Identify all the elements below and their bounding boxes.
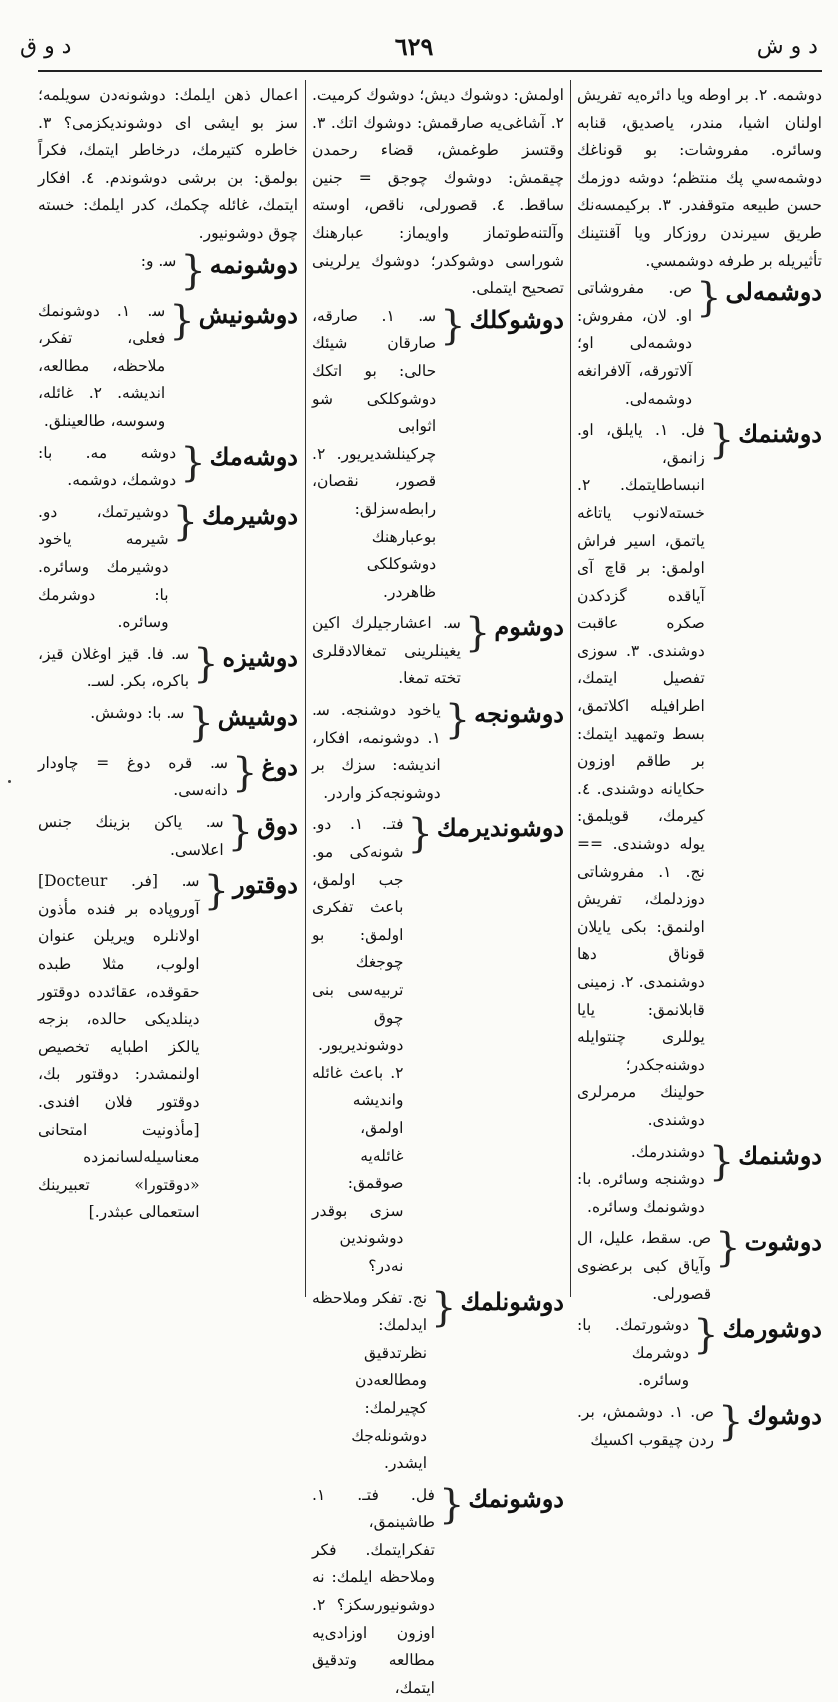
brace-mark: { — [169, 297, 195, 344]
entry-headword: دوشورمك — [722, 1314, 822, 1344]
brace-mark: { — [715, 1225, 741, 1272]
entry-definition: دوشورتمك. ﺑﺎ: دوشرمك وسائره. — [577, 1316, 690, 1390]
dictionary-entry — [38, 809, 298, 864]
brace-mark: { — [717, 1398, 744, 1445]
entry-headword: دوشوك — [747, 1400, 822, 1430]
brace-mark: { — [464, 610, 491, 657]
entry-definition: ص. ١. دوشمش، بر. ردن چيقوب اكسيك — [577, 1402, 714, 1449]
brace-mark: { — [696, 275, 722, 322]
entry-headword: دوشوكلك — [469, 304, 564, 334]
brace-mark: { — [188, 699, 214, 746]
margin-dot — [8, 780, 11, 783]
brace-mark: { — [438, 1481, 465, 1528]
dictionary-entry — [577, 1399, 822, 1454]
continuation-text: اعمال ذهن ايلمك: دوشونه‌دن سويلمه؛ سز بو ايشى اى دوشونديكزمى؟ ٣. خاطره كتيرمك، درخاطر ايتمك، فكراً بولمق: بن برشى دوشوندم. ٤. افكار ايتمك، غائله چكمك، كدر ايلمك: خسته چوق دوشونيور. — [38, 86, 298, 242]
entry-headword: دوقتور — [233, 870, 298, 900]
page-number: ٦٢٩ — [394, 31, 434, 61]
entry-definition: ص. مفروشاتى او. لان، مفروش: دوشمه‌لى او؛ آلاتورقه، آلافرانغه دوشمه‌لى. — [577, 279, 693, 408]
entry-headword: دوشنمك — [738, 419, 822, 449]
dictionary-entry — [577, 417, 822, 1134]
entry-headword: دوشونجه — [474, 699, 564, 729]
entry-definition: ﺳ. ياكن بزينك جنس اعلاسى. — [38, 813, 224, 859]
continuation-text: اولمش: دوشوك ديش؛ دوشوك كرميت. ٢. آشاغى‌يه صارقمش: دوشوك اتك. ٣. وقتسز طوغمش، قضاء رحمدن چيقمش: دوشوك چوجق = جنين ساقط. ٤. قصورلى، ناقص، اوسته وآلتنه‌طوتماز واويماز: عبارهنك شوراسى دوشوكدر؛ دوشوك يرلرينى تصحيح ايتملى. — [312, 86, 565, 298]
entry-definition: دوشيرتمك، دو. شيرمه ياخود دوشيرمك وسائره. ﺑﺎ: دوشرمك وسائره. — [38, 502, 169, 632]
entry-headword: دوشنمك — [738, 1140, 822, 1170]
column-right — [577, 82, 822, 1449]
dictionary-entry — [312, 610, 564, 693]
entry-definition: ﺳ. فا. قيز اوغلان قيز، باكره، بكر. لسـ. — [38, 644, 190, 691]
dictionary-entry — [312, 1285, 564, 1478]
column-left — [38, 82, 298, 1297]
brace-mark: { — [708, 417, 735, 464]
brace-mark: { — [407, 811, 433, 858]
dictionary-entry — [312, 811, 564, 1280]
entry-definition: ﺳ. و: — [140, 251, 177, 270]
entry-definition: ﺳ. قره دوغ = چاودار دانه‌سى. — [38, 753, 228, 800]
entry-definition: ص. سقط، عليل، ال وآياق كبى برعضوى قصورلى. — [577, 1229, 712, 1303]
brace-mark: { — [708, 1138, 735, 1185]
brace-mark: { — [431, 1284, 457, 1331]
entry-headword: دوشونيش — [198, 299, 298, 329]
entry-headword: دوق — [257, 811, 298, 841]
dictionary-entry — [38, 499, 298, 637]
brace-mark: { — [172, 498, 199, 545]
column-middle — [312, 82, 565, 1697]
brace-mark: { — [193, 640, 219, 687]
entry-headword: دوشونلمك — [460, 1286, 564, 1316]
continuation-text: دوشمه. ٢. بر اوطه ويا دائره‌يه تفريش اولنان اشيا، مندر، ياصديق، قنابه وسائره. مفروشات: بو قوناغك دوشمه‌سي پك منتظم؛ دوشه دوزمك حسن طبيعه متوقفدر. ٣. بركيمسه‌نك طريق سيرندن روزكار ويا آقنتينك تأثيريله بر طرفه دوشمسي. — [577, 86, 822, 270]
entry-definition: نج. تفكر وملاحظه ايدلمك: نظرتدقيق ومطالعه‌دن كچيرلمك: دوشونله‌جك ايشدر. — [312, 1288, 428, 1473]
dictionary-entry — [577, 1139, 822, 1222]
entry-headword: دوشيرمك — [202, 500, 298, 530]
dictionary-entry — [312, 697, 564, 807]
brace-mark: { — [693, 1312, 719, 1359]
entry-headword: دوشمه‌لى — [725, 277, 822, 307]
brace-mark: { — [444, 697, 471, 744]
dictionary-entry — [577, 275, 822, 413]
dictionary-entry — [312, 303, 564, 607]
dictionary-entry — [577, 1225, 822, 1308]
entry-definition: ياخود دوشنجه. ﺳ. ١. دوشونمه، افكار، انديشه: سزك بر دوشونجه‌كز واردر. — [312, 701, 441, 802]
entry-headword: دوشوم — [494, 612, 564, 642]
entry-headword: دوغ — [261, 751, 298, 781]
entry-definition: دوشندرمك. دوشنجه وسائره. ﺑﺎ: دوشونمك وسائره. — [577, 1142, 705, 1216]
dictionary-entry — [38, 868, 298, 1227]
entry-definition: ﺳ. ١. دوشونمك فعلى، تفكر، ملاحظه، مطالعه، انديشه. ٢. غائله، وسوسه، طالعينلق. — [38, 301, 166, 430]
dictionary-entry — [38, 700, 298, 746]
entry-headword: دوشونمك — [468, 1483, 564, 1513]
page-header — [20, 26, 818, 66]
column-divider-left — [305, 80, 306, 1297]
dictionary-entry — [577, 1312, 822, 1395]
entry-definition: ﺳ. ﺑﺎ: دوشش. — [90, 703, 185, 722]
entry-definition: دوشه مه. ﺑﺎ: دوشمك، دوشمه. — [38, 443, 177, 490]
entry-definition: فتـ. ١. دو. شونه‌كى مو. جب اولمق، باعث تفكرى اولمق: بو چوجغك تربيه‌سى بنى چوق دوشونديريور. ٢. باعث غائله وانديشه اولمق، غائله‌يه صوقمق: سزى بوقدر دوشوندين نه‌در؟ — [312, 815, 404, 1275]
entry-definition: فل. ١. يايلق، او. زانمق، انبساطايتمك. ٢. خسته‌لانوب ياتاغه ياتمق، اسير فراش اولمق: بر قاچ آى آياقده گزدكدن صكره عاقبت دوشندى. ٣. سوزى تفصيل ايتمك، اطرافيله اكلاتمق، بسط وتمهيد ايتمك: بر طاقم اوزون حكايانه دوشندى. ٤. كيرمك، قويلمق: يوله دوشندى. == نج. ١. مفروشاتى دوزدلمك، تفريش اولنمق: بكى يايلان قوناق دها دوشنمدى. ٢. زمينى قابلانمق: يايا يوللرى چنتوايله دوشنه‌جكدر؛ حولينك مرمرلرى دوشندى. — [577, 421, 705, 1129]
entry-definition: ﺳ. اعشارجيلرك اكين يغينلرينى تمغالادقلرى تخته تمغا. — [312, 614, 461, 688]
header-rule — [38, 70, 822, 72]
brace-mark: { — [203, 868, 230, 915]
entry-headword: دوشوت — [744, 1227, 822, 1257]
column-divider-right — [570, 80, 571, 1297]
entry-headword: دوشونديرمك — [436, 813, 564, 843]
brace-mark: { — [440, 302, 466, 349]
entry-definition: ﺳ. ١. صارقه، صارقان شيئك حالى: بو اتكك دوشوكلكى شو اثوابى چركينلشديريور. ٢. قصور، نقصان، رابطه‌سزلق: بوعبارهنك دوشوكلكى ظاهردر. — [312, 306, 437, 601]
dictionary-entry — [38, 248, 298, 294]
brace-mark: { — [180, 439, 206, 486]
entry-headword: دوشيزه — [222, 642, 298, 672]
dictionary-entry — [312, 1482, 564, 1702]
dictionary-entry — [38, 750, 298, 805]
entry-headword: دوشونمه — [209, 249, 298, 279]
brace-mark: { — [227, 809, 254, 856]
entry-definition: ﺳ. [فر. Docteur] آوروپاده بر فنده مأذون اولانلره ويريلن عنوان اولوب، مثلا طبده حقوقده، عقائدده دوقتور دينلديكى حالده، بزجه يالكز اطبايه تخصيص اولنمشدر: دوقتور بك، دوقتور فلان افندى. [مأذونيت امتحانى معناسيله‌لسانمزده «دوقتورا» تعبيرينك استعمالى عبثدر.] — [38, 872, 200, 1222]
entry-headword: دوشيش — [217, 701, 298, 731]
brace-mark: { — [180, 247, 206, 294]
dictionary-entry — [38, 298, 298, 436]
entry-definition: فل. فتـ. ١. طاشينمق، تفكرايتمك. فكر وملاحظه ايلمك: نه دوشونيورسكز؟ ٢. اوزون اوزادى‌يه مطالعه وتدقيق ايتمك، — [312, 1485, 435, 1697]
dictionary-entry — [38, 440, 298, 495]
header-left-guideword: د و ق — [20, 33, 72, 59]
header-right-guideword: د و ش — [756, 33, 818, 59]
brace-mark: { — [231, 749, 258, 796]
dictionary-entry — [38, 641, 298, 696]
entry-headword: دوشه‌مك — [209, 441, 298, 471]
